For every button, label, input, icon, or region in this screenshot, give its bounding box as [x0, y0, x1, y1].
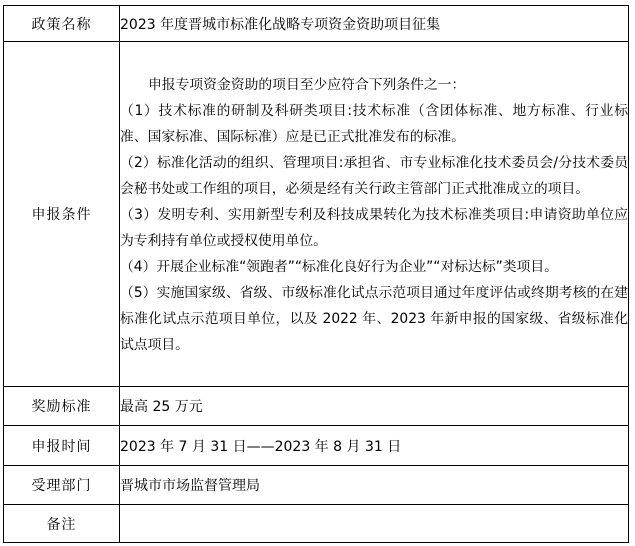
conditions-label: 申报条件 [4, 42, 120, 387]
remarks-label: 备注 [4, 505, 120, 543]
conditions-cell [120, 42, 629, 387]
policy-table [3, 5, 629, 543]
policy-name-label: 政策名称 [4, 6, 120, 42]
conditions-text [120, 68, 628, 360]
policy-name-value: 2023 年度晋城市标准化战略专项资金资助项目征集 [120, 6, 629, 42]
reward-value: 最高 25 万元 [120, 387, 629, 426]
condition-item: （5）实施国家级、省级、市级标准化试点示范项目通过年度评估或终期考核的在建标准化试点示范项目单位，以及 2022 年、2023 年新申报的国家级、省级标准化试点项目。 [120, 285, 628, 353]
condition-item: （2）标准化活动的组织、管理项目:承担省、市专业标准化技术委员会/分技术委员会秘书处或工作组的项目，必须是经有关行政主管部门正式批准成立的项目。 [120, 155, 628, 197]
condition-item: （4）开展企业标准“领跑者”“标准化良好行为企业”“对标达标”类项目。 [120, 259, 558, 275]
department-value: 晋城市市场监督管理局 [120, 466, 629, 505]
conditions-row [4, 42, 629, 387]
policy-name-row [4, 6, 629, 42]
remarks-value [120, 505, 629, 543]
department-row [4, 466, 629, 505]
condition-item: （3）发明专利、实用新型专利及科技成果转化为技术标准类项目:申请资助单位应为专利持有单位或授权使用单位。 [120, 207, 628, 249]
department-label: 受理部门 [4, 466, 120, 505]
remarks-row [4, 505, 629, 543]
period-row [4, 426, 629, 466]
reward-row [4, 387, 629, 426]
condition-item: （1）技术标准的研制及科研类项目:技术标准（含团体标准、地方标准、行业标准、国家标准、国际标准）应是已正式批准发布的标准。 [120, 103, 628, 145]
period-label: 申报时间 [4, 426, 120, 466]
conditions-intro: 申报专项资金资助的项目至少应符合下列条件之一： [148, 77, 466, 93]
reward-label: 奖励标准 [4, 387, 120, 426]
period-value: 2023 年 7 月 31 日——2023 年 8 月 31 日 [120, 426, 629, 466]
